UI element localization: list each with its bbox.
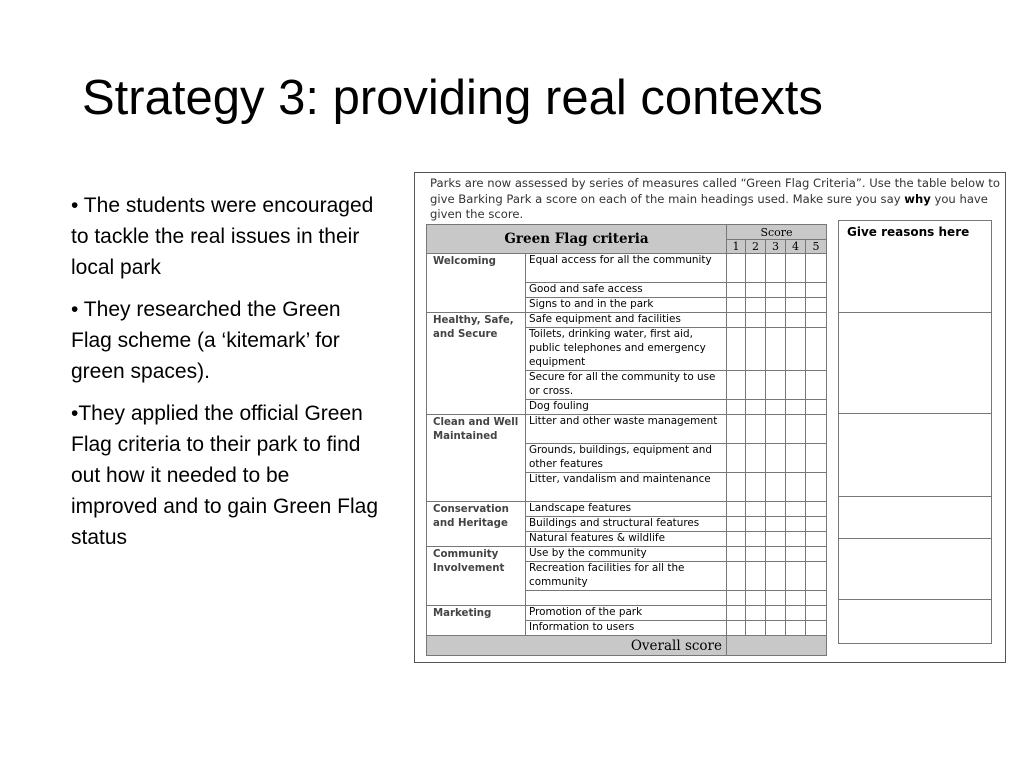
score-cell[interactable] [806, 298, 827, 313]
score-cell[interactable] [786, 562, 806, 591]
score-cell[interactable] [746, 415, 766, 444]
criteria-row [427, 547, 827, 562]
category-healthy-safe-and-secure: Healthy, Safe, and Secure [427, 313, 526, 415]
criterion-item: Landscape features [526, 502, 727, 517]
bullet-item: • They researched the Green Flag scheme (a ‘kitemark’ for green spaces). [71, 298, 341, 383]
score-cell[interactable] [786, 591, 806, 606]
category-welcoming: Welcoming [427, 254, 526, 313]
reasons-box-community[interactable] [839, 539, 991, 600]
criteria-row [427, 254, 827, 283]
score-cell[interactable] [727, 473, 746, 502]
category-community-involvement: Community Involvement [427, 547, 526, 606]
score-cell[interactable] [806, 532, 827, 547]
score-cell[interactable] [766, 473, 786, 502]
criterion-item: Signs to and in the park [526, 298, 727, 313]
score-cell[interactable] [766, 328, 786, 371]
criteria-row [427, 502, 827, 517]
score-cell[interactable] [786, 532, 806, 547]
criterion-item: Information to users [526, 621, 727, 636]
criterion-item: Safe equipment and facilities [526, 313, 727, 328]
score-cell[interactable] [766, 532, 786, 547]
instructions-emphasis: why [904, 191, 931, 206]
score-cell[interactable] [766, 621, 786, 636]
score-cell[interactable] [766, 562, 786, 591]
criterion-item: Toilets, drinking water, first aid, public telephones and emergency equipment [526, 328, 727, 371]
score-header: Score [727, 225, 827, 240]
score-cell[interactable] [727, 313, 746, 328]
score-cell[interactable] [746, 517, 766, 532]
score-cell[interactable] [806, 283, 827, 298]
score-cell[interactable] [786, 621, 806, 636]
score-cell[interactable] [786, 298, 806, 313]
score-cell[interactable] [746, 298, 766, 313]
score-cell[interactable] [806, 444, 827, 473]
score-cell[interactable] [727, 502, 746, 517]
score-cell[interactable] [727, 444, 746, 473]
criterion-item: Secure for all the community to use or cross. [526, 371, 727, 400]
score-cell[interactable] [786, 283, 806, 298]
score-cell[interactable] [786, 328, 806, 371]
score-cell[interactable] [727, 517, 746, 532]
reasons-box-marketing[interactable] [839, 600, 991, 645]
green-flag-worksheet [414, 172, 1006, 663]
score-cell[interactable] [746, 532, 766, 547]
instructions-text: Parks are now assessed by series of measures called “Green Flag Criteria”. Use the table below to give Barking Park a score on each of the main headings used. Make sure you say [430, 176, 1000, 206]
criterion-item [526, 591, 727, 606]
criterion-item: Natural features & wildlife [526, 532, 727, 547]
criteria-row [427, 415, 827, 444]
score-cell[interactable] [727, 371, 746, 400]
score-cell[interactable] [786, 517, 806, 532]
criteria-body [427, 254, 827, 636]
criterion-item: Recreation facilities for all the community [526, 562, 727, 591]
criterion-item: Buildings and structural features [526, 517, 727, 532]
overall-score-cell[interactable] [727, 636, 827, 656]
reasons-box-conservation[interactable] [839, 497, 991, 539]
criterion-item: Good and safe access [526, 283, 727, 298]
criteria-row [427, 606, 827, 621]
score-cell[interactable] [786, 371, 806, 400]
score-cell[interactable] [766, 606, 786, 621]
score-cell[interactable] [766, 517, 786, 532]
criterion-item: Litter and other waste management [526, 415, 727, 444]
score-cell[interactable] [786, 444, 806, 473]
score-cell[interactable] [806, 313, 827, 328]
score-cell[interactable] [806, 328, 827, 371]
score-cell[interactable] [786, 313, 806, 328]
score-cell[interactable] [727, 254, 746, 283]
score-cell[interactable] [806, 591, 827, 606]
score-cell[interactable] [727, 532, 746, 547]
score-cell[interactable] [806, 547, 827, 562]
table-title: Green Flag criteria [427, 225, 727, 254]
score-cell[interactable] [806, 254, 827, 283]
score-cell[interactable] [766, 415, 786, 444]
score-number: 1 [727, 240, 746, 254]
score-cell[interactable] [806, 621, 827, 636]
score-cell[interactable] [806, 606, 827, 621]
score-number: 4 [786, 240, 806, 254]
reasons-label: Give reasons here [847, 225, 970, 239]
score-cell[interactable] [786, 254, 806, 283]
score-number: 3 [766, 240, 786, 254]
score-cell[interactable] [727, 298, 746, 313]
score-cell[interactable] [746, 444, 766, 473]
score-cell[interactable] [746, 283, 766, 298]
score-number: 5 [806, 240, 827, 254]
reasons-box-clean-maintained[interactable] [839, 414, 991, 497]
score-cell[interactable] [786, 606, 806, 621]
score-cell[interactable] [806, 415, 827, 444]
reasons-box-welcoming[interactable] [839, 221, 991, 313]
score-cell[interactable] [746, 621, 766, 636]
criterion-item: Use by the community [526, 547, 727, 562]
criterion-item: Equal access for all the community [526, 254, 727, 283]
score-cell[interactable] [766, 283, 786, 298]
score-cell[interactable] [786, 547, 806, 562]
score-cell[interactable] [746, 371, 766, 400]
score-cell[interactable] [766, 371, 786, 400]
worksheet-instructions [430, 176, 1000, 223]
criteria-table [426, 224, 827, 656]
score-cell[interactable] [746, 547, 766, 562]
category-marketing: Marketing [427, 606, 526, 636]
score-cell[interactable] [746, 254, 766, 283]
score-cell[interactable] [806, 400, 827, 415]
score-cell[interactable] [806, 371, 827, 400]
criterion-item: Dog fouling [526, 400, 727, 415]
reasons-box-healthy-safe-secure[interactable] [839, 313, 991, 414]
score-cell[interactable] [727, 562, 746, 591]
criterion-item: Grounds, buildings, equipment and other features [526, 444, 727, 473]
score-cell[interactable] [727, 591, 746, 606]
criterion-item: Litter, vandalism and maintenance [526, 473, 727, 502]
score-cell[interactable] [746, 473, 766, 502]
score-cell[interactable] [746, 591, 766, 606]
score-cell[interactable] [727, 415, 746, 444]
score-cell[interactable] [746, 502, 766, 517]
score-cell[interactable] [806, 502, 827, 517]
category-conservation-and-heritage: Conservation and Heritage [427, 502, 526, 547]
instructions-text-end: you have given the score. [430, 191, 988, 221]
score-cell[interactable] [766, 547, 786, 562]
score-cell[interactable] [746, 606, 766, 621]
slide-title: Strategy 3: providing real contexts [82, 71, 823, 125]
score-cell[interactable] [766, 313, 786, 328]
score-cell[interactable] [727, 621, 746, 636]
score-cell[interactable] [806, 473, 827, 502]
score-cell[interactable] [766, 444, 786, 473]
score-cell[interactable] [806, 562, 827, 591]
score-cell[interactable] [746, 400, 766, 415]
score-cell[interactable] [746, 562, 766, 591]
score-cell[interactable] [727, 400, 746, 415]
score-cell[interactable] [727, 547, 746, 562]
score-cell[interactable] [766, 400, 786, 415]
score-cell[interactable] [806, 517, 827, 532]
score-cell[interactable] [786, 473, 806, 502]
score-cell[interactable] [786, 502, 806, 517]
score-cell[interactable] [766, 502, 786, 517]
criterion-item: Promotion of the park [526, 606, 727, 621]
score-cell[interactable] [727, 328, 746, 371]
score-cell[interactable] [766, 254, 786, 283]
bullet-item: • The students were encouraged to tackle the real issues in their local park [71, 194, 374, 279]
score-cell[interactable] [746, 328, 766, 371]
score-cell[interactable] [786, 400, 806, 415]
score-cell[interactable] [727, 606, 746, 621]
category-clean-and-well-maintained: Clean and Well Maintained [427, 415, 526, 502]
score-cell[interactable] [766, 298, 786, 313]
bullet-item: •They applied the official Green Flag criteria to their park to find out how it needed to be improved and to gain Green Flag status [71, 402, 379, 549]
score-cell[interactable] [727, 283, 746, 298]
score-cell[interactable] [786, 415, 806, 444]
score-cell[interactable] [766, 591, 786, 606]
criteria-row [427, 313, 827, 328]
overall-score-label: Overall score [427, 636, 727, 656]
score-cell[interactable] [746, 313, 766, 328]
score-number: 2 [746, 240, 766, 254]
reasons-column [838, 220, 992, 644]
bullet-list [71, 190, 381, 564]
